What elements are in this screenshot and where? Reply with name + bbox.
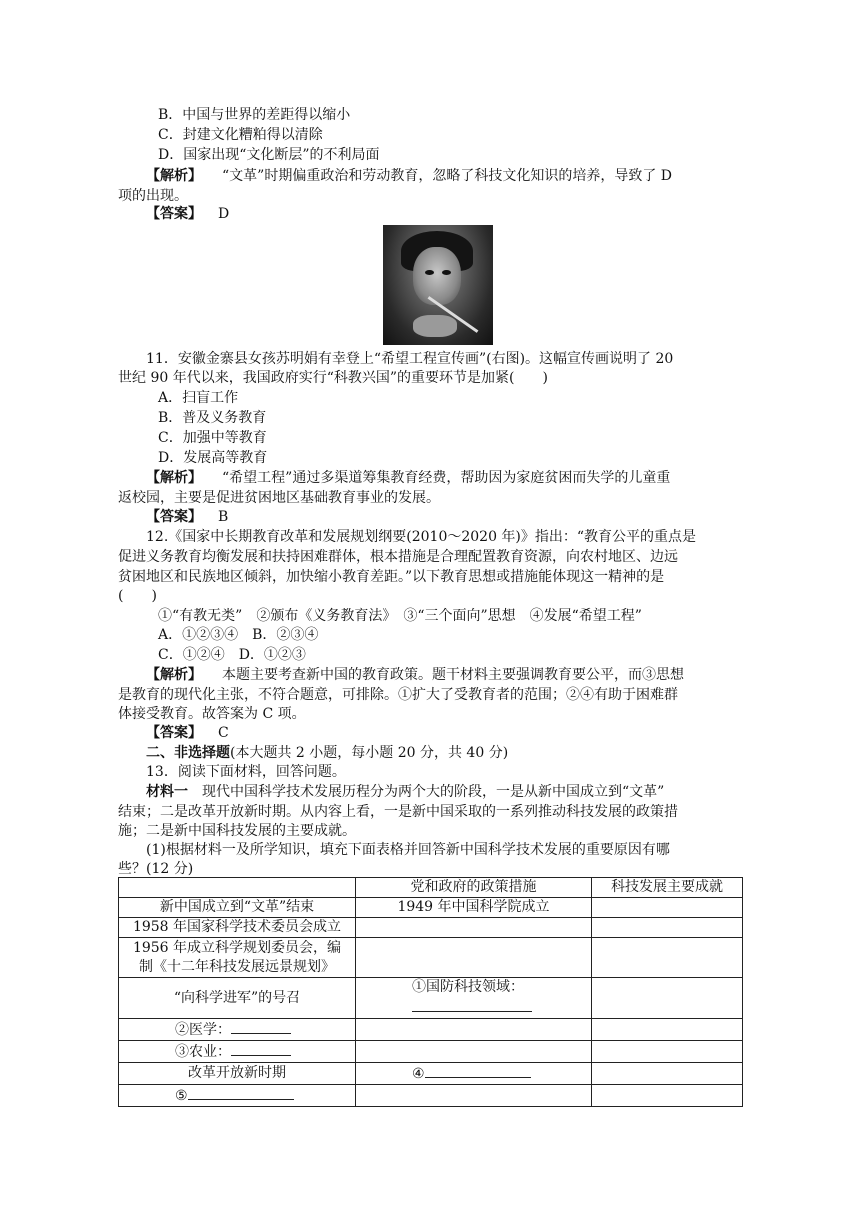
q12-answer (146, 723, 229, 743)
table-row (119, 898, 743, 918)
q11-analysis (146, 468, 670, 488)
answer-value: C (218, 725, 229, 741)
q12-options-cd: C．①②④ D．①②③ (158, 647, 306, 663)
q10-answer (146, 204, 229, 224)
table-cell: 改革开放新时期 (119, 1063, 356, 1085)
analysis-text: “文革”时期偏重政治和劳动教育，忽略了科技文化知识的培养，导致了 D (222, 168, 672, 184)
q11-option-b: B．普及义务教育 (158, 410, 267, 426)
table-cell (356, 1019, 592, 1041)
defense-blank[interactable] (412, 997, 532, 1012)
q11-answer (146, 507, 228, 527)
table-cell (119, 1041, 356, 1063)
q11-stem-cont: 世纪 90 年代以来，我国政府实行“科教兴国”的重要环节是加紧( ) (118, 370, 548, 386)
table-cell (592, 978, 743, 1019)
q10-analysis (146, 166, 672, 186)
photo-eye-right (442, 270, 451, 275)
table-cell: 新中国成立到“文革”结束 (119, 898, 356, 918)
analysis-text: 本题主要考查新中国的教育政策。题干材料主要强调教育要公平，而③思想 (222, 667, 684, 683)
table-header-cell: 党和政府的政策措施 (356, 878, 592, 898)
section2-note: (本大题共 2 小题，每小题 20 分，共 40 分) (230, 745, 509, 761)
analysis-label: 【解析】 (146, 168, 202, 184)
q11-analysis-cont: 返校园，主要是促进贫困地区基础教育事业的发展。 (118, 490, 440, 506)
q12-options-ab: A．①②③④ B．②③④ (158, 627, 319, 643)
photo-hand (413, 315, 457, 337)
photo-eye-left (425, 270, 434, 275)
table-cell (592, 1041, 743, 1063)
answer-label: 【答案】 (146, 725, 202, 741)
section2-title: 二、非选择题 (146, 745, 230, 761)
table-cell-line: 1956 年成立科学规划委员会，编 (132, 939, 342, 956)
answer-value: B (218, 509, 229, 525)
material1-cont-2: 施；二是新中国科技发展的主要成就。 (118, 823, 356, 839)
table-cell (119, 1085, 356, 1107)
table-row (119, 918, 743, 938)
reform-label: ⑤ (175, 1088, 188, 1104)
policy-blank[interactable] (425, 1063, 531, 1078)
q13-sub1: (1)根据材料一及所学知识，填充下面表格并回答新中国科学技术发展的重要原因有哪 (146, 842, 670, 858)
q12-stem-4: ( ) (118, 588, 157, 604)
table-row (119, 978, 743, 1019)
medicine-label: ②医学： (175, 1022, 231, 1038)
table-header-row (119, 878, 743, 898)
q12-items: ①“有教无类” ②颁布《义务教育法》 ③“三个面向”思想 ④发展“希望工程” (158, 608, 642, 624)
table-cell: 1958 年国家科学技术委员会成立 (119, 918, 356, 938)
q10-option-d: D．国家出现“文化断层”的不利局面 (158, 147, 380, 163)
q10-option-c: C．封建文化糟粕得以清除 (158, 127, 323, 143)
agriculture-label: ③农业： (175, 1044, 231, 1060)
material1 (146, 782, 664, 802)
table-cell (356, 1085, 592, 1107)
table-row (119, 1019, 743, 1041)
q13-sub1-cont: 些？(12 分) (118, 861, 194, 877)
photo-face (413, 247, 461, 305)
table-cell (356, 1041, 592, 1063)
table-row (119, 1085, 743, 1107)
table-cell (356, 978, 592, 1019)
table-cell (356, 1063, 592, 1085)
q11-option-a: A．扫盲工作 (158, 390, 239, 406)
analysis-label: 【解析】 (146, 667, 202, 683)
medicine-blank[interactable] (231, 1019, 291, 1034)
material1-text: 现代中国科学技术发展历程分为两个大的阶段，一是从新中国成立到“文革” (202, 784, 665, 800)
q10-analysis-cont: 项的出现。 (118, 188, 188, 204)
analysis-text: “希望工程”通过多渠道筹集教育经费，帮助因为家庭贫困而失学的儿童重 (222, 470, 671, 486)
q10-option-b: B．中国与世界的差距得以缩小 (158, 107, 351, 123)
table-row (119, 938, 743, 978)
agriculture-blank[interactable] (231, 1041, 291, 1056)
table-cell (592, 1063, 743, 1085)
material1-label: 材料一 (146, 784, 188, 800)
answer-label: 【答案】 (146, 509, 202, 525)
table-cell (592, 938, 743, 978)
q12-analysis-3: 体接受教育。故答案为 C 项。 (118, 706, 306, 722)
defense-label: ①国防科技领域： (412, 979, 524, 995)
hope-project-photo (383, 225, 493, 345)
table-header-cell: 科技发展主要成就 (592, 878, 743, 898)
table-cell (592, 898, 743, 918)
table-cell (592, 1085, 743, 1107)
answer-value: D (218, 206, 230, 222)
material1-cont: 结束；二是改革开放新时期。从内容上看，一是新中国采取的一系列推动科技发展的政策措 (118, 804, 678, 820)
q13-stem: 13．阅读下面材料，回答问题。 (146, 764, 346, 780)
table-cell (356, 938, 592, 978)
q12-stem-2: 促进义务教育均衡发展和扶持困难群体，根本措施是合理配置教育资源，向农村地区、边远 (118, 549, 678, 565)
table-cell (592, 918, 743, 938)
table-cell (119, 938, 356, 978)
table-cell (356, 918, 592, 938)
table-header-cell (119, 878, 356, 898)
table-cell: 1949 年中国科学院成立 (356, 898, 592, 918)
reform-blank[interactable] (188, 1085, 294, 1100)
table-row (119, 1063, 743, 1085)
fill-in-table (118, 877, 743, 1107)
table-cell (592, 1019, 743, 1041)
section2-heading (146, 743, 508, 763)
q11-stem: 11．安徽金寨县女孩苏明娟有幸登上“希望工程宣传画”(右图)。这幅宣传画说明了 20 (146, 351, 674, 367)
analysis-label: 【解析】 (146, 470, 202, 486)
table-cell (119, 1019, 356, 1041)
answer-label: 【答案】 (146, 206, 202, 222)
table-row (119, 1041, 743, 1063)
table-cell: “向科学进军”的号召 (119, 978, 356, 1019)
policy-label: ④ (412, 1066, 425, 1082)
q12-stem-3: 贫困地区和民族地区倾斜，加快缩小教育差距。”以下教育思想或措施能体现这一精神的是 (118, 569, 665, 585)
q12-stem: 12.《国家中长期教育改革和发展规划纲要(2010～2020 年)》指出：“教育公平的重点是 (146, 529, 697, 545)
q12-analysis (146, 665, 684, 685)
q12-analysis-2: 是教育的现代化主张，不符合题意，可排除。①扩大了受教育者的范围；②④有助于困难群 (118, 687, 678, 703)
table-cell-line: 制《十二年科技发展远景规划》 (139, 958, 335, 975)
q11-option-d: D．发展高等教育 (158, 450, 268, 466)
q11-option-c: C．加强中等教育 (158, 430, 267, 446)
